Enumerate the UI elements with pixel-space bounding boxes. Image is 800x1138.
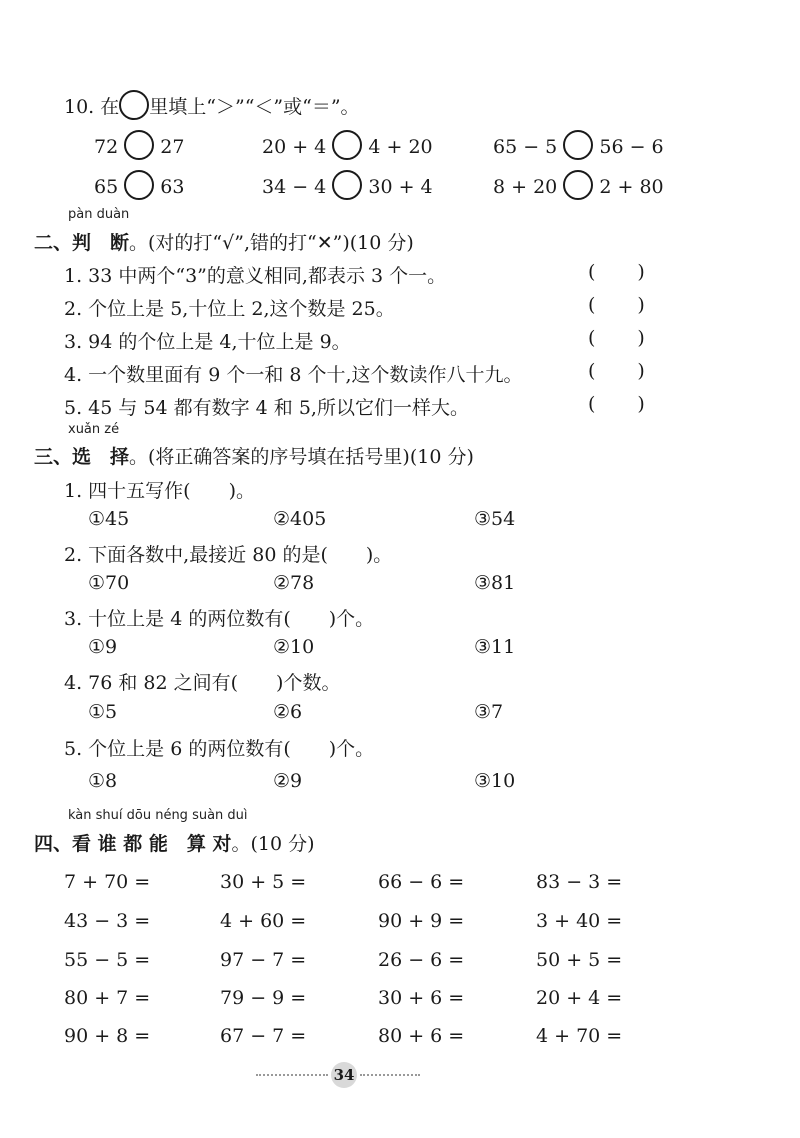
compare-item: 65 − 5 56 − 6	[493, 130, 664, 160]
choice-option[interactable]: ①45	[88, 508, 130, 530]
sec4-title: 四、看 谁 都 能 算 对	[34, 833, 232, 855]
sec4-sub: 。(10 分)	[231, 833, 315, 855]
answer-circle[interactable]	[124, 130, 154, 160]
choice-option[interactable]: ②405	[273, 508, 327, 530]
choice-option[interactable]: ③11	[474, 636, 516, 658]
choice-option[interactable]: ①8	[88, 770, 118, 792]
circle-icon	[119, 90, 149, 120]
choice-question: 2. 下面各数中,最接近 80 的是( )。	[64, 544, 393, 566]
calc-item: 7 + 70 =	[64, 871, 151, 893]
q10-title-post: 里填上“＞”“＜”或“＝”。	[149, 96, 360, 118]
calc-item: 90 + 9 =	[378, 910, 465, 932]
calc-item: 4 + 70 =	[536, 1025, 623, 1047]
sec2-title: 二、判 断	[34, 232, 130, 254]
judge-item: 5. 45 与 54 都有数字 4 和 5,所以它们一样大。	[64, 397, 469, 419]
calc-item: 20 + 4 =	[536, 987, 623, 1009]
answer-blank[interactable]: ( )	[588, 327, 645, 349]
choice-option[interactable]: ②6	[273, 701, 303, 723]
footer-divider-right	[360, 1074, 420, 1076]
sec3-heading	[34, 442, 474, 469]
choice-option[interactable]: ③81	[474, 572, 516, 594]
sec4-heading	[34, 829, 315, 856]
choice-option[interactable]: ①70	[88, 572, 130, 594]
judge-item: 4. 一个数里面有 9 个一和 8 个十,这个数读作八十九。	[64, 364, 523, 386]
answer-blank[interactable]: ( )	[588, 294, 645, 316]
calc-item: 79 − 9 =	[220, 987, 307, 1009]
calc-item: 30 + 5 =	[220, 871, 307, 893]
answer-circle[interactable]	[124, 170, 154, 200]
calc-item: 3 + 40 =	[536, 910, 623, 932]
sec3-pinyin: xuǎn zé	[68, 422, 120, 437]
compare-item: 20 + 4 4 + 20	[262, 130, 433, 160]
sec2-heading	[34, 228, 414, 255]
choice-option[interactable]: ②78	[273, 572, 315, 594]
compare-item: 65 63	[94, 170, 184, 200]
choice-option[interactable]: ③7	[474, 701, 504, 723]
calc-item: 97 − 7 =	[220, 949, 307, 971]
calc-item: 30 + 6 =	[378, 987, 465, 1009]
calc-item: 80 + 6 =	[378, 1025, 465, 1047]
sec3-title: 三、选 择	[34, 446, 130, 468]
choice-question: 1. 四十五写作( )。	[64, 480, 255, 502]
answer-circle[interactable]	[563, 130, 593, 160]
answer-blank[interactable]: ( )	[588, 393, 645, 415]
page-number: 34	[331, 1062, 357, 1088]
answer-blank[interactable]: ( )	[588, 360, 645, 382]
choice-option[interactable]: ①9	[88, 636, 118, 658]
calc-item: 50 + 5 =	[536, 949, 623, 971]
answer-blank[interactable]: ( )	[588, 261, 645, 283]
choice-option[interactable]: ③54	[474, 508, 516, 530]
judge-item: 3. 94 的个位上是 4,十位上是 9。	[64, 331, 351, 353]
footer-divider-left	[256, 1074, 328, 1076]
answer-circle[interactable]	[563, 170, 593, 200]
calc-item: 80 + 7 =	[64, 987, 151, 1009]
sec4-pinyin: kàn shuí dōu néng suàn duì	[68, 808, 248, 823]
calc-item: 43 − 3 =	[64, 910, 151, 932]
compare-item: 8 + 20 2 + 80	[493, 170, 664, 200]
calc-item: 66 − 6 =	[378, 871, 465, 893]
compare-item: 72 27	[94, 130, 184, 160]
calc-item: 67 − 7 =	[220, 1025, 307, 1047]
choice-option[interactable]: ①5	[88, 701, 118, 723]
answer-circle[interactable]	[332, 170, 362, 200]
calc-item: 4 + 60 =	[220, 910, 307, 932]
calc-item: 83 − 3 =	[536, 871, 623, 893]
choice-question: 4. 76 和 82 之间有( )个数。	[64, 672, 341, 694]
judge-item: 2. 个位上是 5,十位上 2,这个数是 25。	[64, 298, 395, 320]
judge-item: 1. 33 中两个“3”的意义相同,都表示 3 个一。	[64, 265, 447, 287]
choice-option[interactable]: ②9	[273, 770, 303, 792]
choice-question: 3. 十位上是 4 的两位数有( )个。	[64, 608, 375, 630]
q10-title	[64, 90, 360, 120]
calc-item: 55 − 5 =	[64, 949, 151, 971]
q10-title-pre: 10. 在	[64, 96, 120, 118]
calc-item: 90 + 8 =	[64, 1025, 151, 1047]
sec3-sub: 。(将正确答案的序号填在括号里)(10 分)	[129, 446, 474, 468]
compare-item: 34 − 4 30 + 4	[262, 170, 433, 200]
sec2-sub: 。(对的打“√”,错的打“✕”)(10 分)	[129, 232, 414, 254]
choice-option[interactable]: ②10	[273, 636, 315, 658]
sec2-pinyin: pàn duàn	[68, 207, 130, 222]
answer-circle[interactable]	[332, 130, 362, 160]
calc-item: 26 − 6 =	[378, 949, 465, 971]
choice-option[interactable]: ③10	[474, 770, 516, 792]
choice-question: 5. 个位上是 6 的两位数有( )个。	[64, 738, 375, 760]
